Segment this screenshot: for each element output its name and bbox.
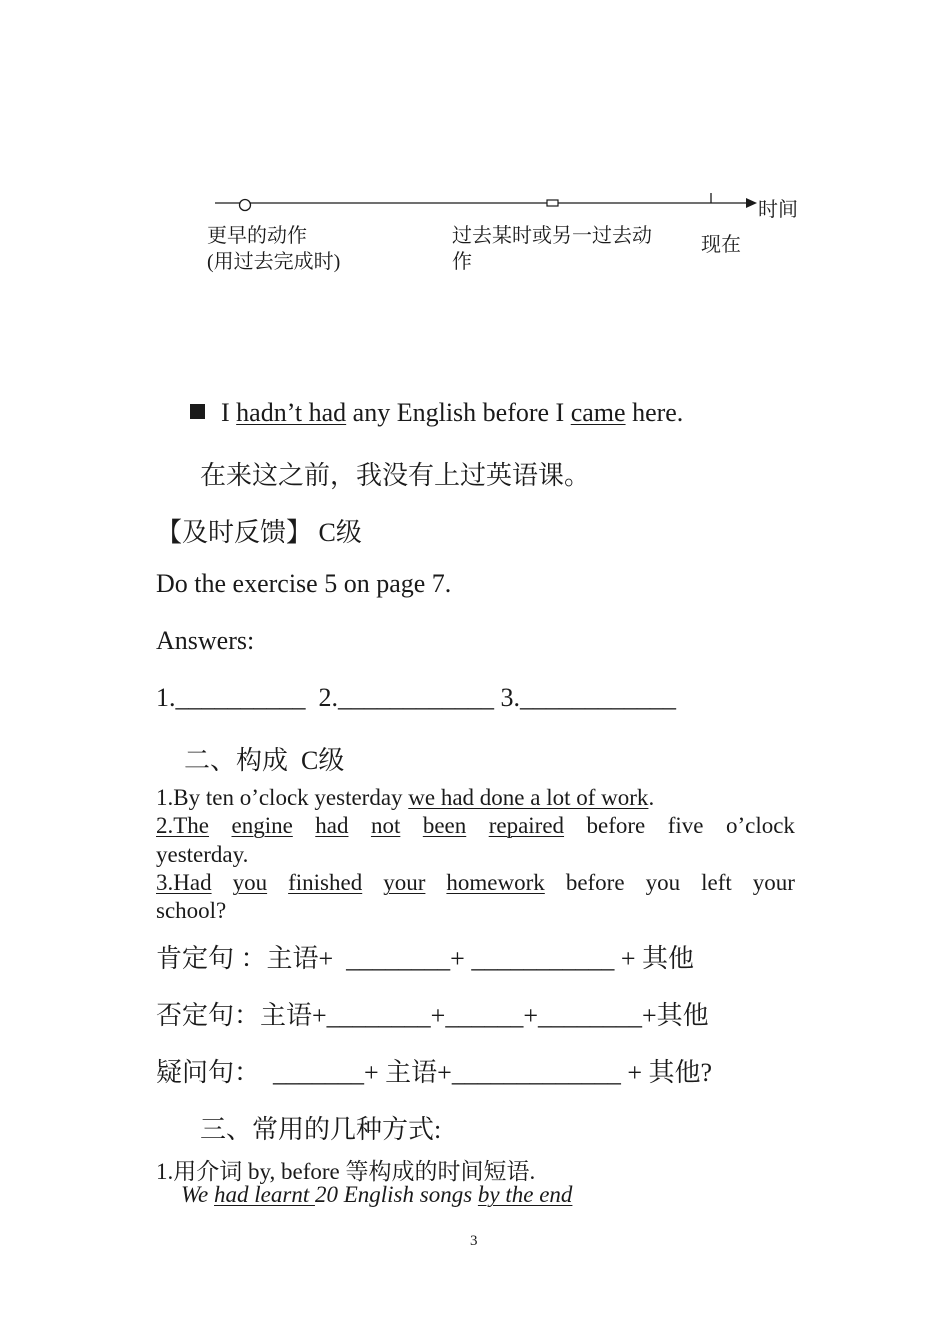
- square-bullet-icon: [190, 404, 205, 419]
- interrogative-pattern: 疑问句： _______+ 主语+_____________ + 其他?: [156, 1058, 713, 1087]
- past-label: 过去某时或另一过去动作: [452, 225, 652, 273]
- word: been: [422, 813, 467, 838]
- earlier-action-marker: [240, 200, 251, 211]
- sentence-2-line2: yesterday.: [156, 842, 249, 867]
- word: five: [667, 813, 704, 838]
- text-segment: .: [648, 785, 655, 810]
- section3-heading: 三、常用的几种方式:: [200, 1115, 442, 1144]
- earlier-label: [207, 223, 340, 275]
- page-number: 3: [470, 1233, 478, 1249]
- example-translation: 在来这之前，我没有上过英语课。: [200, 461, 591, 490]
- word: left: [701, 870, 732, 895]
- answers-label: Answers:: [156, 626, 255, 655]
- section3-item1: 1.用介词 by, before 等构成的时间短语.: [156, 1159, 536, 1184]
- negative-pattern: 否定句：主语+________+______+________+其他: [156, 1001, 709, 1030]
- underlined-clause: we had done a lot of work: [408, 785, 649, 810]
- word: 3.Had: [156, 870, 212, 895]
- section2-heading: 二、构成 C级: [184, 746, 345, 775]
- sentence-3-line1: [156, 870, 795, 896]
- text-segment: I: [221, 398, 237, 427]
- axis-label: 时间: [758, 199, 798, 221]
- word: 2.The: [156, 813, 210, 838]
- underlined-phrase: by the end: [477, 1182, 573, 1207]
- text-segment: We: [181, 1182, 215, 1207]
- answer-blanks: 1.__________ 2.____________ 3.____________: [156, 683, 676, 712]
- arrow-head-icon: [746, 198, 757, 208]
- word: repaired: [488, 813, 565, 838]
- past-time-marker: [547, 200, 558, 206]
- text-segment: 1.By ten o’clock yesterday: [156, 785, 409, 810]
- section3-example: [181, 1182, 572, 1208]
- sentence-2-line1: [156, 813, 795, 839]
- word: your: [383, 870, 426, 895]
- example-sentence: [190, 398, 683, 428]
- text-segment: any English before I: [346, 398, 571, 427]
- word: before: [586, 813, 646, 838]
- sentence-1: [156, 785, 654, 811]
- word: had: [315, 813, 349, 838]
- word: before: [565, 870, 625, 895]
- earlier-label-line2: (用过去完成时): [207, 251, 341, 273]
- underlined-verb: came: [570, 398, 626, 427]
- exercise-instruction: Do the exercise 5 on page 7.: [156, 569, 452, 598]
- earlier-label-line1: 更早的动作: [207, 225, 307, 247]
- text-segment: here.: [625, 398, 684, 427]
- feedback-heading: 【及时反馈】 C级: [156, 518, 362, 547]
- text-segment: 20 English songs: [314, 1182, 478, 1207]
- sentence-3-line2: school?: [156, 898, 227, 923]
- underlined-verb: had learnt: [214, 1182, 315, 1207]
- now-label: 现在: [701, 234, 741, 256]
- word: not: [370, 813, 401, 838]
- word: homework: [446, 870, 545, 895]
- affirmative-pattern: 肯定句 ：主语+ ________+ ___________ + 其他: [156, 944, 694, 973]
- word: you: [645, 870, 681, 895]
- word: your: [752, 870, 795, 895]
- word: o’clock: [725, 813, 795, 838]
- word: you: [232, 870, 268, 895]
- word: finished: [288, 870, 363, 895]
- underlined-verb: hadn’t had: [236, 398, 347, 427]
- word: engine: [231, 813, 293, 838]
